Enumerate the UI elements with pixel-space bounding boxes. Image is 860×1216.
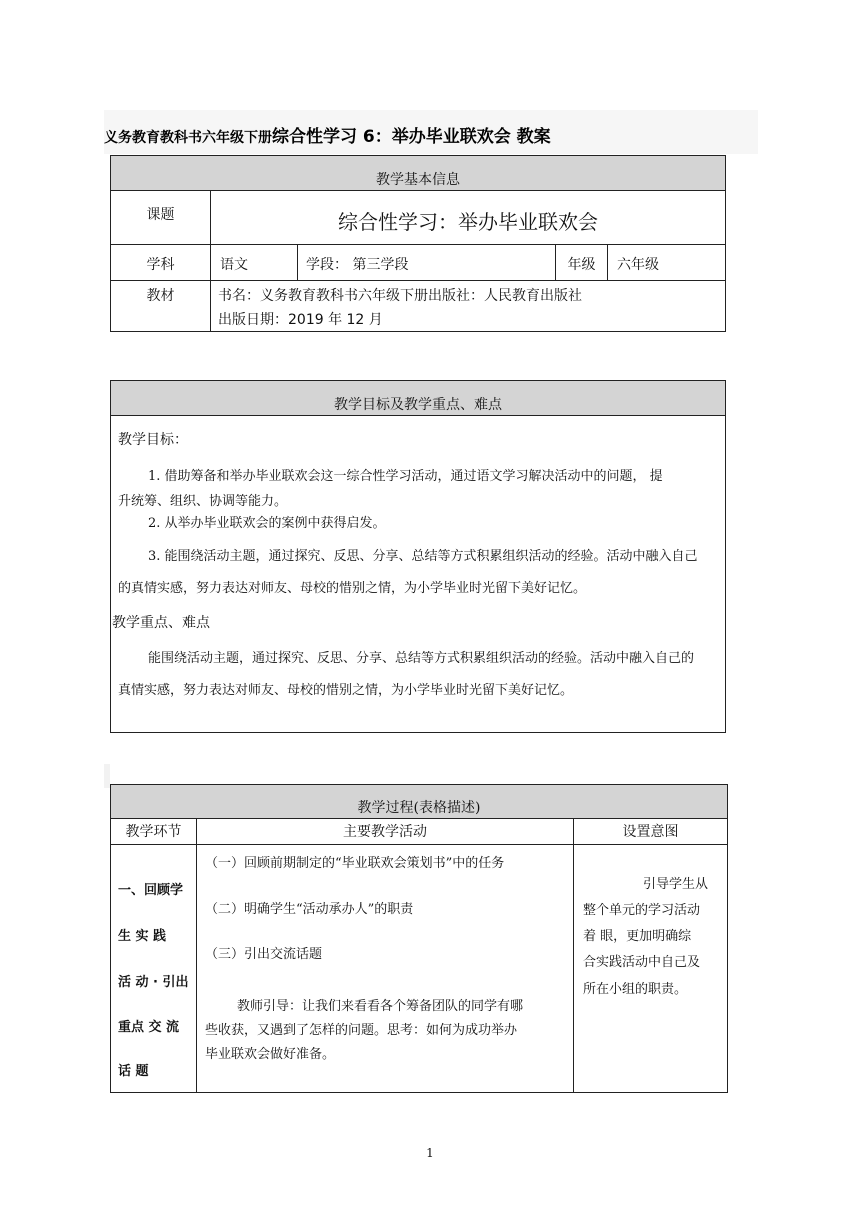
row-divider	[111, 844, 727, 845]
col-divider	[196, 818, 197, 1092]
col-divider	[297, 244, 298, 280]
activity-1: （一）回顾前期制定的“毕业联欢会策划书”中的任务	[205, 856, 505, 871]
document-title	[104, 122, 551, 147]
key-points-label: 教学重点、难点	[112, 615, 210, 631]
topic-value: 综合性学习：举办毕业联欢会	[338, 210, 598, 234]
document-title-prefix: 义务教育教科书六年级下册	[104, 130, 272, 146]
key-points-line-2: 真情实感，努力表达对师友、母校的惜别之情，为小学毕业时光留下美好记忆。	[118, 683, 574, 698]
stage-line-2: 生 实 践	[118, 929, 167, 944]
document-title-main: 综合性学习 6：举办毕业联欢会 教案	[272, 127, 551, 147]
goal-3-line-2: 的真情实感，努力表达对师友、母校的惜别之情，为小学毕业时光留下美好记忆。	[118, 581, 587, 596]
basic-info-header: 教学基本信息	[111, 156, 725, 191]
goal-1-line-2: 升统筹、组织、协调等能力。	[118, 494, 288, 509]
col-header-activities: 主要教学活动	[343, 824, 427, 840]
col-divider	[607, 244, 608, 280]
col-divider	[573, 818, 574, 1092]
subject-label: 学科	[146, 257, 175, 273]
stage-line-3: 活 动 · 引出	[118, 975, 189, 990]
goal-2: 2. 从举办毕业联欢会的案例中获得启发。	[148, 516, 386, 531]
textbook-line-1: 书名：义务教育教科书六年级下册出版社：人民教育出版社	[218, 288, 582, 304]
intent-line-1: 引导学生从	[643, 877, 709, 892]
subject-value: 语文	[220, 257, 248, 273]
stage-line-4: 重点 交 流	[118, 1020, 180, 1035]
col-header-stage: 教学环节	[125, 824, 182, 840]
key-points-line-1: 能围绕活动主题，通过探究、反思、分享、总结等方式积累组织活动的经验。活动中融入自己的	[148, 651, 695, 666]
row-divider	[111, 280, 725, 281]
page-number: 1	[426, 1146, 434, 1160]
intent-line-5: 所在小组的职责。	[583, 982, 688, 997]
process-header: 教学过程(表格描述)	[111, 785, 727, 819]
teacher-guide-line-3: 毕业联欢会做好准备。	[205, 1047, 336, 1062]
col-header-intent: 设置意图	[622, 824, 679, 840]
intent-line-3: 着 眼，更加明确综	[583, 929, 692, 944]
activity-3: （三）引出交流话题	[205, 947, 323, 962]
grade-value: 六年级	[617, 257, 659, 273]
row-divider	[111, 244, 725, 245]
goals-label: 教学目标：	[118, 432, 188, 448]
activity-2: （二）明确学生“活动承办人”的职责	[205, 902, 414, 917]
topic-label: 课题	[146, 207, 175, 223]
goals-header: 教学目标及教学重点、难点	[111, 381, 725, 416]
stage-value: 学段： 第三学段	[306, 257, 409, 273]
grade-label: 年级	[567, 257, 596, 273]
intent-line-4: 合实践活动中自己及	[583, 955, 701, 970]
textbook-line-2: 出版日期：2019 年 12 月	[218, 312, 383, 328]
teacher-guide-line-2: 些收获，又遇到了怎样的问题。思考：如何为成功举办	[205, 1023, 518, 1038]
intent-line-2: 整个单元的学习活动	[583, 903, 701, 918]
stage-line-5: 话 题	[118, 1064, 149, 1079]
stage-line-1: 一、回顾学	[118, 883, 184, 898]
goal-1-line-1: 1. 借助筹备和举办毕业联欢会这一综合性学习活动，通过语文学习解决活动中的问题， 提	[148, 469, 663, 484]
textbook-label: 教材	[146, 288, 175, 304]
teacher-guide-line-1: 教师引导：让我们来看看各个筹备团队的同学有哪	[237, 999, 524, 1014]
goal-3-line-1: 3. 能围绕活动主题，通过探究、反思、分享、总结等方式积累组织活动的经验。活动中融入自己	[148, 549, 698, 564]
